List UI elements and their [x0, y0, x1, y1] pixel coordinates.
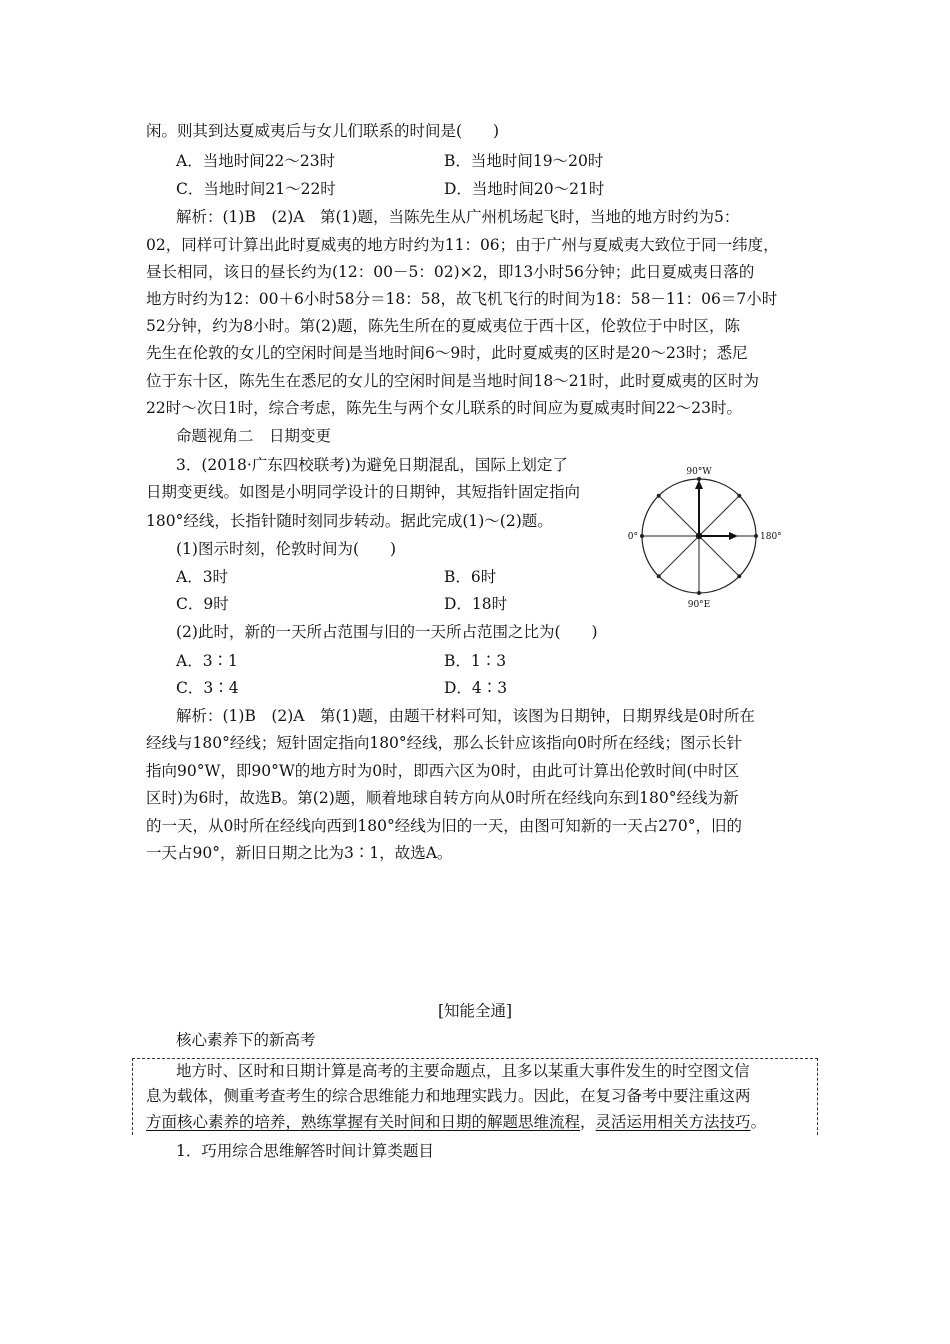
q3-sub2-stem: (2)此时，新的一天所占范围与旧的一天所占范围之比为( ) — [176, 623, 598, 641]
underlined-text: 灵活运用相关方法技巧 — [595, 1113, 751, 1131]
date-clock-figure — [628, 462, 788, 612]
q3-analysis-line: 的一天，从0时所在经线向西到180°经线为旧的一天，由图可知新的一天占270°，旧的 — [146, 817, 743, 835]
q2-analysis-line: 位于东十区，陈先生在悉尼的女儿的空闲时间是当地时间18～21时，此时夏威夷的区时为 — [146, 372, 759, 390]
q3-stem-line: 180°经线，长指针随时刻同步转动。据此完成(1)～(2)题。 — [146, 512, 553, 530]
q3-sub1-option-b: B．6时 — [444, 568, 497, 586]
q2-stem-tail: 闲。则其到达夏威夷后与女儿们联系的时间是( ) — [146, 122, 500, 140]
q3-stem-line: 日期变更线。如图是小明同学设计的日期钟，其短指针固定指向 — [146, 483, 581, 501]
q2-option-c: C．当地时间21～22时 — [176, 180, 336, 198]
q2-analysis-line: 昼长相同，该日的昼长约为(12：00－5：02)×2，即13小时56分钟；此日夏威夷日落的 — [146, 263, 755, 281]
clock-center — [696, 533, 702, 539]
q3-sub1-stem: (1)图示时刻，伦敦时间为( ) — [176, 540, 397, 558]
q3-sub1-option-c: C．9时 — [176, 595, 229, 613]
knowledge-item-1: 1．巧用综合思维解答时间计算类题目 — [176, 1142, 434, 1160]
knowledge-subheading: 核心素养下的新高考 — [176, 1031, 316, 1049]
q3-analysis-line: 一天占90°，新旧日期之比为3∶1，故选A。 — [146, 844, 453, 862]
label-left: 0° — [628, 532, 638, 542]
q2-analysis-line: 22时～次日1时，综合考虑，陈先生与两个女儿联系的时间应为夏威夷时间22～23时。 — [146, 399, 743, 417]
section-title: 命题视角二 日期变更 — [176, 427, 332, 445]
underlined-text: 熟练掌握有关时间和日期的解题思维流程 — [301, 1113, 581, 1131]
q3-stem-line: 3．(2018·广东四校联考)为避免日期混乱，国际上划定了 — [176, 456, 568, 474]
q3-analysis-line: 经线与180°经线；短针固定指向180°经线，那么长针应该指向0时所在经线；图示长针 — [146, 734, 743, 752]
q2-analysis-line: 52分钟，约为8小时。第(2)题，陈先生所在的夏威夷位于西十区，伦敦位于中时区，陈 — [146, 317, 741, 335]
punctuation: ， — [580, 1113, 596, 1131]
long-hand-arrow — [695, 480, 703, 489]
q3-analysis-line: 解析：(1)B (2)A 第(1)题，由题干材料可知，该图为日期钟，日期界线是0时所在 — [176, 707, 755, 725]
q3-sub1-option-a: A．3时 — [176, 568, 229, 586]
q2-option-d: D．当地时间20～21时 — [444, 180, 605, 198]
label-bottom: 90°E — [687, 600, 711, 610]
knowledge-box-line-last — [146, 1112, 766, 1132]
q3-sub2-option-a: A．3∶1 — [176, 652, 238, 670]
short-hand-arrow — [729, 532, 738, 540]
q2-analysis-line: 先生在伦敦的女儿的空闲时间是当地时间6～9时，此时夏威夷的区时是20～23时；悉尼 — [146, 344, 748, 362]
q3-sub2-option-b: B．1∶3 — [444, 652, 507, 670]
knowledge-box-line: 息为载体，侧重考查考生的综合思维能力和地理实践力。因此，在复习备考中要注重这两 — [146, 1087, 751, 1105]
knowledge-heading: [知能全通] — [437, 1002, 513, 1020]
q2-analysis-line: 02，同样可计算出此时夏威夷的地方时约为11：06；由于广州与夏威夷大致位于同一纬度， — [146, 236, 779, 254]
q2-analysis-line: 解析：(1)B (2)A 第(1)题，当陈先生从广州机场起飞时，当地的地方时约为5： — [176, 208, 740, 226]
q2-analysis-line: 地方时约为12：00＋6小时58分＝18：58，故飞机飞行的时间为18：58－11：06＝7小时 — [146, 290, 778, 308]
knowledge-box-line: 地方时、区时和日期计算是高考的主要命题点，且多以某重大事件发生的时空图文信 — [176, 1062, 750, 1080]
q3-analysis-line: 区时)为6时，故选B。第(2)题，顺着地球自转方向从0时所在经线向东到180°经线为新 — [146, 789, 739, 807]
q3-sub2-option-c: C．3∶4 — [176, 679, 239, 697]
q3-sub1-option-d: D．18时 — [444, 595, 508, 613]
punctuation: 。 — [750, 1113, 767, 1131]
underlined-text: 方面核心素养的培养， — [146, 1113, 302, 1131]
q3-analysis-line: 指向90°W，即90°W的地方时为0时，即西六区为0时，由此可计算出伦敦时间(中时区 — [146, 762, 740, 780]
q2-option-b: B．当地时间19～20时 — [444, 152, 604, 170]
label-top: 90°W — [686, 467, 712, 477]
q3-sub2-option-d: D．4∶3 — [444, 679, 508, 697]
label-right: 180° — [760, 532, 782, 542]
q2-option-a: A．当地时间22～23时 — [176, 152, 336, 170]
